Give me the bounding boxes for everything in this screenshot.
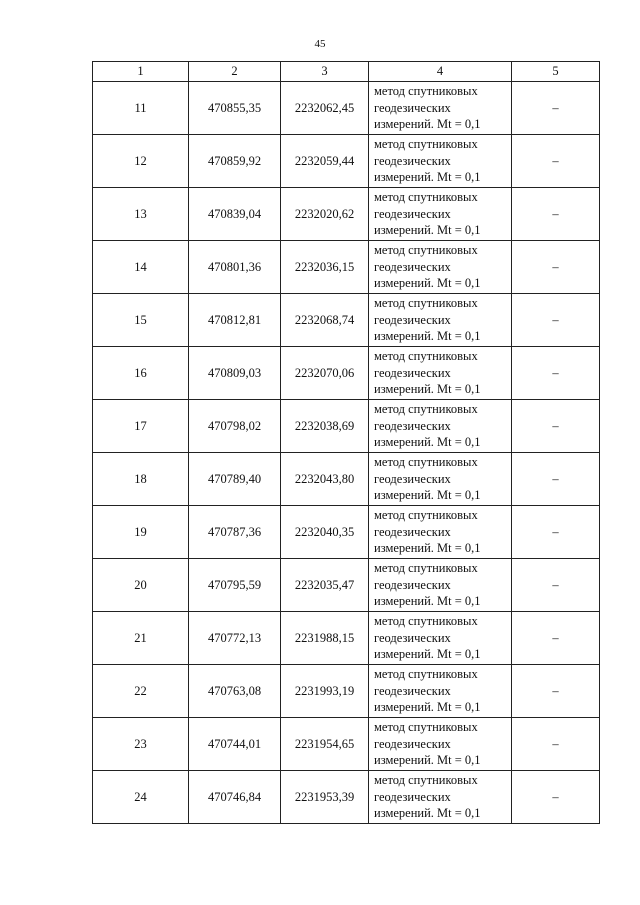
method-cell <box>369 241 512 294</box>
method-text-line: геодезических <box>374 312 451 327</box>
table-row <box>93 718 600 771</box>
point-number-cell: 15 <box>93 294 189 347</box>
method-text-line: измерений. Mt = 0,1 <box>374 541 481 556</box>
method-cell <box>369 559 512 612</box>
y-coordinate-cell: 2231954,65 <box>281 718 369 771</box>
method-text-line: геодезических <box>374 630 451 645</box>
point-number-cell: 21 <box>93 612 189 665</box>
x-coordinate-cell: 470859,92 <box>189 135 281 188</box>
method-text-line: измерений. Mt = 0,1 <box>374 488 481 503</box>
x-coordinate-cell: 470812,81 <box>189 294 281 347</box>
y-coordinate-cell: 2231953,39 <box>281 771 369 824</box>
method-cell <box>369 294 512 347</box>
point-number-cell: 17 <box>93 400 189 453</box>
method-text-line: метод спутниковых <box>374 614 478 629</box>
column-header-4: 4 <box>369 62 512 82</box>
method-text-line: метод спутниковых <box>374 773 478 788</box>
note-cell: – <box>512 188 600 241</box>
column-header-1: 1 <box>93 62 189 82</box>
method-text-line: геодезических <box>374 683 451 698</box>
method-text-line: измерений. Mt = 0,1 <box>374 276 481 291</box>
method-text-line: метод спутниковых <box>374 243 478 258</box>
note-cell: – <box>512 718 600 771</box>
method-text-line: метод спутниковых <box>374 667 478 682</box>
y-coordinate-cell: 2232035,47 <box>281 559 369 612</box>
method-text-line: геодезических <box>374 153 451 168</box>
method-text-line: геодезических <box>374 471 451 486</box>
point-number-cell: 12 <box>93 135 189 188</box>
x-coordinate-cell: 470795,59 <box>189 559 281 612</box>
y-coordinate-cell: 2232040,35 <box>281 506 369 559</box>
method-text-line: измерений. Mt = 0,1 <box>374 329 481 344</box>
method-text-line: геодезических <box>374 789 451 804</box>
method-text-line: метод спутниковых <box>374 137 478 152</box>
method-text-line: метод спутниковых <box>374 349 478 364</box>
method-cell <box>369 135 512 188</box>
point-number-cell: 24 <box>93 771 189 824</box>
table-body <box>93 82 600 824</box>
point-number-cell: 14 <box>93 241 189 294</box>
method-text-line: метод спутниковых <box>374 190 478 205</box>
note-cell: – <box>512 82 600 135</box>
y-coordinate-cell: 2232038,69 <box>281 400 369 453</box>
page-number: 45 <box>314 38 326 50</box>
note-cell: – <box>512 559 600 612</box>
method-text-line: метод спутниковых <box>374 84 478 99</box>
method-text-line: геодезических <box>374 577 451 592</box>
x-coordinate-cell: 470855,35 <box>189 82 281 135</box>
column-header-5: 5 <box>512 62 600 82</box>
note-cell: – <box>512 665 600 718</box>
y-coordinate-cell: 2231988,15 <box>281 612 369 665</box>
method-text-line: метод спутниковых <box>374 720 478 735</box>
note-cell: – <box>512 400 600 453</box>
method-cell <box>369 506 512 559</box>
method-text-line: измерений. Mt = 0,1 <box>374 806 481 821</box>
note-cell: – <box>512 241 600 294</box>
method-text-line: геодезических <box>374 736 451 751</box>
table-row <box>93 771 600 824</box>
y-coordinate-cell: 2231993,19 <box>281 665 369 718</box>
note-cell: – <box>512 506 600 559</box>
method-cell <box>369 453 512 506</box>
table-row <box>93 400 600 453</box>
x-coordinate-cell: 470746,84 <box>189 771 281 824</box>
point-number-cell: 11 <box>93 82 189 135</box>
method-cell <box>369 347 512 400</box>
point-number-cell: 20 <box>93 559 189 612</box>
y-coordinate-cell: 2232043,80 <box>281 453 369 506</box>
point-number-cell: 19 <box>93 506 189 559</box>
x-coordinate-cell: 470801,36 <box>189 241 281 294</box>
table-row <box>93 612 600 665</box>
x-coordinate-cell: 470763,08 <box>189 665 281 718</box>
table-header-row <box>93 62 600 82</box>
method-text-line: геодезических <box>374 365 451 380</box>
x-coordinate-cell: 470787,36 <box>189 506 281 559</box>
table-row <box>93 453 600 506</box>
column-header-3: 3 <box>281 62 369 82</box>
x-coordinate-cell: 470839,04 <box>189 188 281 241</box>
coordinates-table <box>92 61 600 824</box>
table-row <box>93 188 600 241</box>
x-coordinate-cell: 470789,40 <box>189 453 281 506</box>
method-text-line: метод спутниковых <box>374 296 478 311</box>
method-text-line: измерений. Mt = 0,1 <box>374 117 481 132</box>
point-number-cell: 18 <box>93 453 189 506</box>
table-row <box>93 559 600 612</box>
note-cell: – <box>512 347 600 400</box>
table-row <box>93 506 600 559</box>
method-text-line: измерений. Mt = 0,1 <box>374 435 481 450</box>
y-coordinate-cell: 2232062,45 <box>281 82 369 135</box>
table-row <box>93 82 600 135</box>
y-coordinate-cell: 2232068,74 <box>281 294 369 347</box>
column-header-2: 2 <box>189 62 281 82</box>
point-number-cell: 13 <box>93 188 189 241</box>
y-coordinate-cell: 2232020,62 <box>281 188 369 241</box>
method-text-line: метод спутниковых <box>374 508 478 523</box>
method-text-line: измерений. Mt = 0,1 <box>374 647 481 662</box>
method-text-line: измерений. Mt = 0,1 <box>374 594 481 609</box>
y-coordinate-cell: 2232059,44 <box>281 135 369 188</box>
method-text-line: метод спутниковых <box>374 455 478 470</box>
x-coordinate-cell: 470809,03 <box>189 347 281 400</box>
method-text-line: геодезических <box>374 206 451 221</box>
method-cell <box>369 612 512 665</box>
method-text-line: измерений. Mt = 0,1 <box>374 170 481 185</box>
point-number-cell: 16 <box>93 347 189 400</box>
note-cell: – <box>512 612 600 665</box>
x-coordinate-cell: 470744,01 <box>189 718 281 771</box>
method-cell <box>369 82 512 135</box>
note-cell: – <box>512 294 600 347</box>
table-row <box>93 347 600 400</box>
method-text-line: измерений. Mt = 0,1 <box>374 700 481 715</box>
method-cell <box>369 400 512 453</box>
point-number-cell: 23 <box>93 718 189 771</box>
method-text-line: метод спутниковых <box>374 561 478 576</box>
note-cell: – <box>512 771 600 824</box>
method-text-line: геодезических <box>374 259 451 274</box>
x-coordinate-cell: 470772,13 <box>189 612 281 665</box>
y-coordinate-cell: 2232070,06 <box>281 347 369 400</box>
y-coordinate-cell: 2232036,15 <box>281 241 369 294</box>
method-cell <box>369 665 512 718</box>
note-cell: – <box>512 135 600 188</box>
method-text-line: метод спутниковых <box>374 402 478 417</box>
method-text-line: измерений. Mt = 0,1 <box>374 223 481 238</box>
method-text-line: измерений. Mt = 0,1 <box>374 382 481 397</box>
x-coordinate-cell: 470798,02 <box>189 400 281 453</box>
method-text-line: геодезических <box>374 524 451 539</box>
note-cell: – <box>512 453 600 506</box>
method-cell <box>369 771 512 824</box>
table-row <box>93 665 600 718</box>
method-text-line: геодезических <box>374 418 451 433</box>
table-row <box>93 135 600 188</box>
method-cell <box>369 718 512 771</box>
method-text-line: измерений. Mt = 0,1 <box>374 753 481 768</box>
point-number-cell: 22 <box>93 665 189 718</box>
table-row <box>93 294 600 347</box>
method-cell <box>369 188 512 241</box>
method-text-line: геодезических <box>374 100 451 115</box>
table-row <box>93 241 600 294</box>
